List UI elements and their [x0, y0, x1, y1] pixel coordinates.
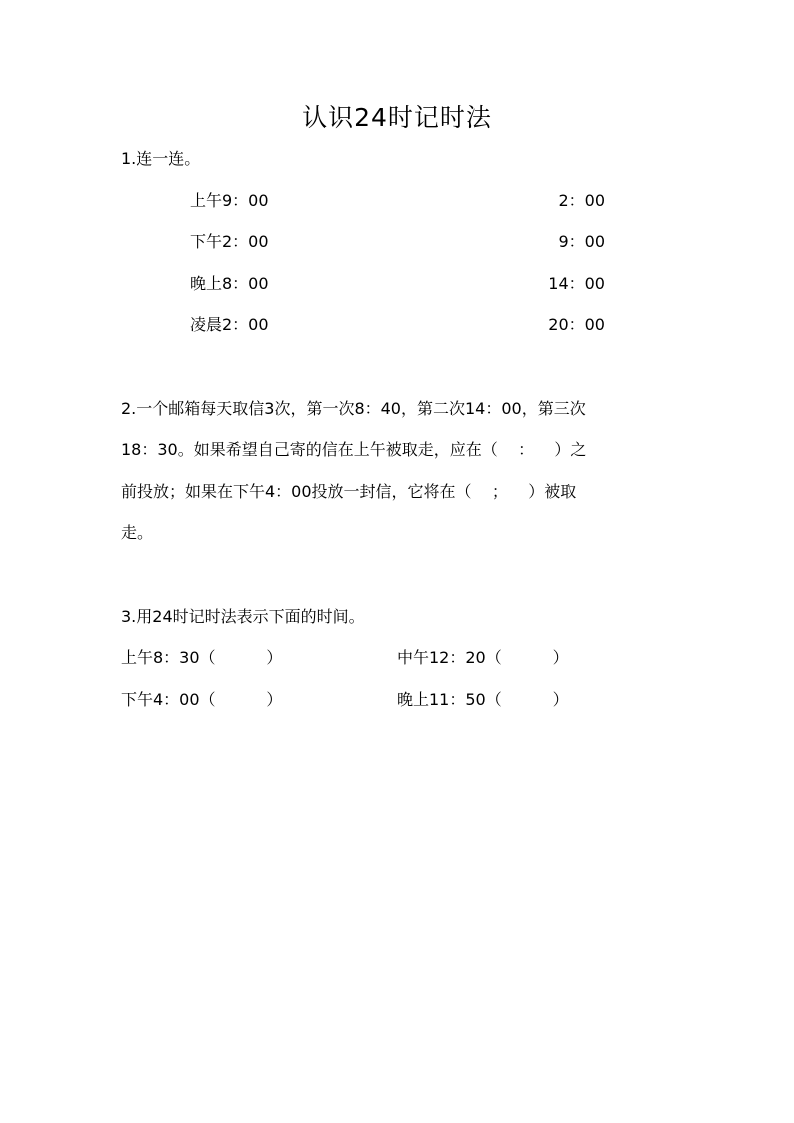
question-2-line: 前投放；如果在下午4：00投放一封信，它将在（ ； ）被取 [121, 482, 577, 501]
q3-item: 中午12：20（ ） [397, 648, 569, 667]
q3-item: 上午8：30（ ） [121, 648, 283, 667]
q1-left-item: 上午9：00 [190, 191, 269, 210]
q1-right-item: 2：00 [558, 191, 605, 210]
q3-item: 晚上11：50（ ） [397, 690, 569, 709]
q1-left-item: 下午2：00 [190, 232, 269, 251]
q1-left-item: 晚上8：00 [190, 274, 269, 293]
question-3-heading: 3.用24时记时法表示下面的时间。 [121, 607, 365, 626]
question-1-heading: 1.连一连。 [121, 149, 201, 168]
q1-left-item: 凌晨2：00 [190, 315, 269, 334]
q1-right-item: 20：00 [548, 315, 605, 334]
question-2-line: 18：30。如果希望自己寄的信在上午被取走，应在（ ： ）之 [121, 440, 587, 459]
question-2-line: 走。 [121, 523, 154, 542]
q1-right-item: 9：00 [558, 232, 605, 251]
page-title: 认识24时记时法 [302, 103, 492, 132]
q3-item: 下午4：00（ ） [121, 690, 283, 709]
question-2-line: 2.一个邮箱每天取信3次，第一次8：40，第二次14：00，第三次 [121, 399, 586, 418]
q1-right-item: 14：00 [548, 274, 605, 293]
